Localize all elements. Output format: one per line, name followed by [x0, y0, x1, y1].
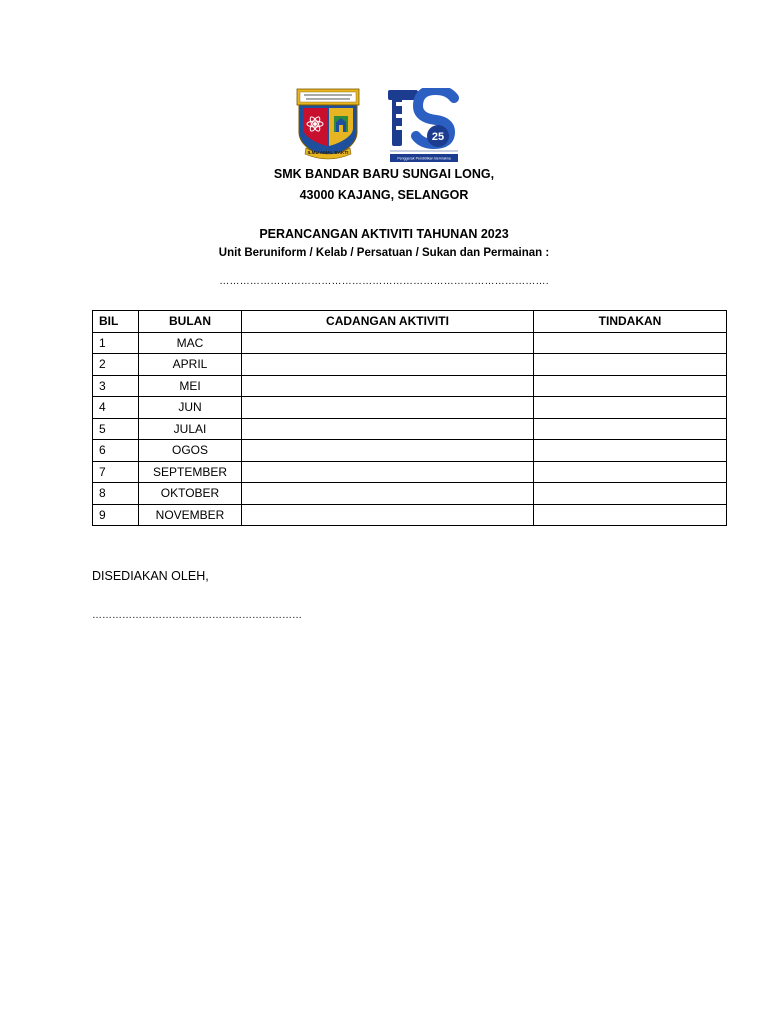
header-logos: [296, 88, 466, 164]
header-cadangan-aktiviti: CADANGAN AKTIVITI: [242, 311, 534, 333]
row-number: 3: [93, 375, 139, 397]
row-action-cell[interactable]: [534, 418, 727, 440]
row-action-cell[interactable]: [534, 332, 727, 354]
row-activity-cell[interactable]: [242, 461, 534, 483]
table-row: [93, 332, 727, 354]
row-month: JULAI: [139, 418, 242, 440]
row-activity-cell[interactable]: [242, 483, 534, 505]
row-number: 6: [93, 440, 139, 462]
table-row: [93, 397, 727, 419]
row-month: APRIL: [139, 354, 242, 376]
row-activity-cell[interactable]: [242, 440, 534, 462]
row-activity-cell[interactable]: [242, 375, 534, 397]
header-bulan: BULAN: [139, 311, 242, 333]
ts25-logo: [388, 88, 460, 164]
row-activity-cell[interactable]: [242, 504, 534, 526]
row-action-cell[interactable]: [534, 504, 727, 526]
row-month: SEPTEMBER: [139, 461, 242, 483]
school-address: 43000 KAJANG, SELANGOR: [299, 188, 469, 202]
prepared-by-label: DISEDIAKAN OLEH,: [92, 569, 209, 583]
ts25-caption: Penggerak Pendidikan Bermakna: [397, 156, 451, 161]
table-header-row: [93, 311, 727, 333]
row-month: OGOS: [139, 440, 242, 462]
row-number: 9: [93, 504, 139, 526]
row-activity-cell[interactable]: [242, 397, 534, 419]
row-number: 7: [93, 461, 139, 483]
row-month: JUN: [139, 397, 242, 419]
row-action-cell[interactable]: [534, 440, 727, 462]
row-activity-cell[interactable]: [242, 354, 534, 376]
activity-plan-table: [92, 310, 727, 526]
row-action-cell[interactable]: [534, 483, 727, 505]
row-action-cell[interactable]: [534, 375, 727, 397]
table-row: [93, 354, 727, 376]
row-number: 8: [93, 483, 139, 505]
row-activity-cell[interactable]: [242, 418, 534, 440]
crest-motto: ILMU AMAL BAKTI: [307, 150, 349, 155]
row-month: OKTOBER: [139, 483, 242, 505]
table-row: [93, 504, 727, 526]
row-action-cell[interactable]: [534, 397, 727, 419]
table-row: [93, 483, 727, 505]
row-number: 5: [93, 418, 139, 440]
row-month: MAC: [139, 332, 242, 354]
unit-name-fill-line: …………………………………………………………………………………….: [219, 276, 549, 287]
row-action-cell[interactable]: [534, 354, 727, 376]
row-action-cell[interactable]: [534, 461, 727, 483]
row-activity-cell[interactable]: [242, 332, 534, 354]
table-row: [93, 418, 727, 440]
table-row: [93, 375, 727, 397]
row-month: NOVEMBER: [139, 504, 242, 526]
document-title: PERANCANGAN AKTIVITI TAHUNAN 2023: [259, 227, 509, 241]
row-number: 2: [93, 354, 139, 376]
ts25-badge: 25: [431, 131, 445, 143]
row-number: 4: [93, 397, 139, 419]
table-body: [93, 332, 727, 526]
row-number: 1: [93, 332, 139, 354]
table-row: [93, 461, 727, 483]
header-tindakan: TINDAKAN: [534, 311, 727, 333]
table-row: [93, 440, 727, 462]
school-crest-logo: [296, 88, 360, 160]
row-month: MEI: [139, 375, 242, 397]
signature-line: ………………………………………………………: [92, 610, 302, 621]
header-bil: BIL: [93, 311, 139, 333]
school-name: SMK BANDAR BARU SUNGAI LONG,: [273, 167, 495, 181]
document-subtitle: Unit Beruniform / Kelab / Persatuan / Sukan dan Permainan :: [218, 247, 550, 259]
